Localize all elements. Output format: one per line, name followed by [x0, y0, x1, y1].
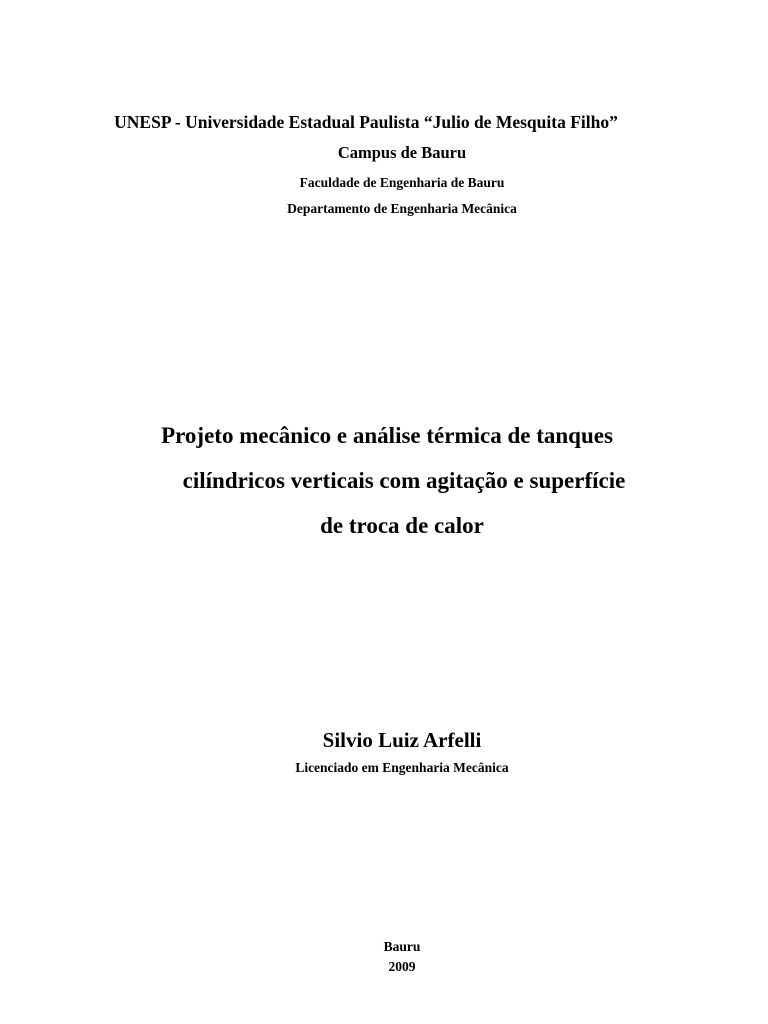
title-line: Projeto mecânico e análise térmica de tanques — [161, 423, 613, 448]
year: 2009 — [388, 959, 416, 974]
title-line: de troca de calor — [320, 513, 484, 538]
campus-name: Campus de Bauru — [337, 143, 467, 162]
title-line: cilíndricos verticais com agitação e superfície — [182, 468, 626, 493]
institution-name: UNESP - Universidade Estadual Paulista “Julio de Mesquita Filho” — [114, 112, 618, 132]
author-name: Silvio Luiz Arfelli — [322, 728, 482, 752]
city: Bauru — [383, 939, 421, 954]
faculty-name: Faculdade de Engenharia de Bauru — [299, 175, 505, 190]
author-role: Licenciado em Engenharia Mecânica — [295, 760, 509, 775]
department-name: Departamento de Engenharia Mecânica — [287, 201, 517, 216]
